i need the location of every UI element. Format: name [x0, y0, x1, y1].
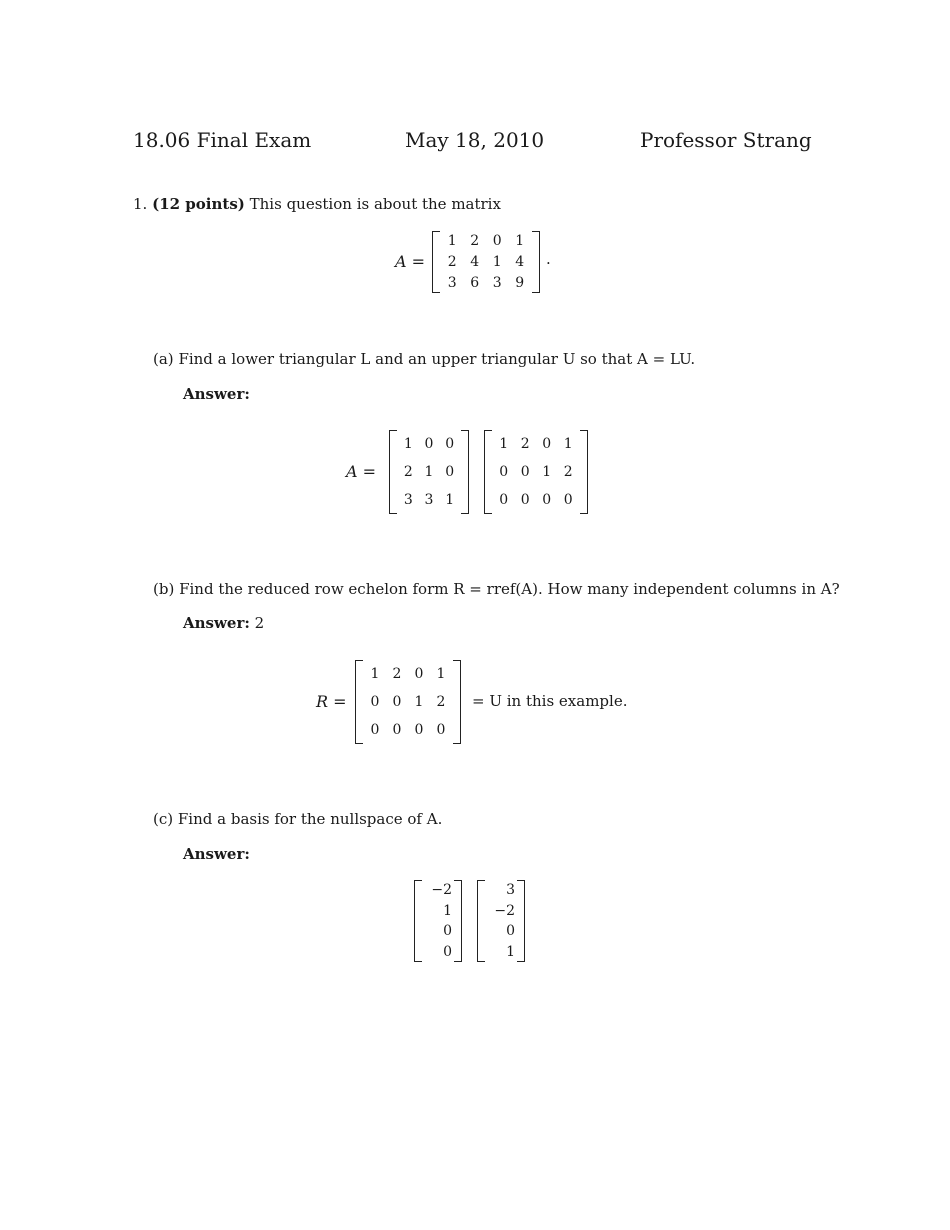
matrix-cell: 1 [499, 436, 509, 452]
part-b-text: Find the reduced row echelon form R = rref(A). How many independent columns in A? [179, 580, 840, 598]
vector-cell: 1 [443, 902, 452, 919]
matrix-cell: 2 [447, 253, 457, 270]
matrix-cell: 0 [520, 464, 530, 480]
matrix-cell: 1 [436, 666, 446, 682]
matrix-cell: 0 [436, 722, 446, 738]
matrix-cell: 1 [424, 464, 434, 480]
question-1-prompt [133, 195, 501, 213]
matrix-cell: 3 [403, 492, 413, 508]
part-a-text: Find a lower triangular L and an upper triangular U so that A = LU. [178, 350, 696, 368]
matrix-cell: 3 [447, 274, 457, 291]
course-title: 18.06 Final Exam [133, 128, 312, 152]
part-c-text: Find a basis for the nullspace of A. [177, 810, 443, 828]
matrix-cell: 0 [414, 666, 424, 682]
rref-equation-label: R = [316, 692, 347, 711]
part-c-prompt [153, 810, 442, 828]
matrix-cell: 2 [563, 464, 573, 480]
vector-cell: −2 [494, 902, 515, 919]
matrix-cell: 0 [563, 492, 573, 508]
matrix-cell: 2 [520, 436, 530, 452]
vector-cell: 0 [506, 923, 515, 940]
matrix-cell: 0 [424, 436, 434, 452]
matrix-cell: 9 [515, 274, 525, 291]
part-b-prompt [153, 580, 840, 598]
matrix-cell: 0 [499, 492, 509, 508]
matrix-cell: 1 [563, 436, 573, 452]
part-c-answer-label: Answer: [183, 845, 250, 863]
vector-cell: 0 [443, 943, 452, 960]
part-a-label: (a) [153, 350, 174, 368]
matrix-cell: 6 [470, 274, 480, 291]
vector-cell: 3 [506, 882, 515, 899]
matrix-cell: 2 [436, 694, 446, 710]
matrix-cell: 0 [445, 436, 455, 452]
professor-name: Professor Strang [640, 128, 812, 152]
matrix-cell: 3 [424, 492, 434, 508]
matrix-cell: 2 [392, 666, 402, 682]
part-b-answer-label: Answer: [183, 614, 250, 632]
matrix-cell: 0 [392, 694, 402, 710]
matrix-l [389, 430, 469, 514]
matrix-cell: 1 [370, 666, 380, 682]
vector-cell: 0 [443, 923, 452, 940]
matrix-cell: 3 [492, 274, 502, 291]
part-a-prompt [153, 350, 695, 368]
matrix-cell: 1 [403, 436, 413, 452]
question-number: 1. [133, 195, 148, 213]
matrix-cell: 0 [445, 464, 455, 480]
matrix-cell: 1 [414, 694, 424, 710]
vector-cell: −2 [431, 882, 452, 899]
question-text: This question is about the matrix [249, 195, 501, 213]
matrix-a-label: A = [395, 252, 426, 271]
part-a-answer-label: Answer: [183, 385, 250, 403]
matrix-a-period: . [546, 250, 551, 268]
matrix-cell: 1 [492, 253, 502, 270]
matrix-cell: 0 [370, 694, 380, 710]
matrix-cell: 0 [542, 436, 552, 452]
matrix-cell: 1 [515, 233, 525, 250]
part-b-answer [183, 614, 264, 632]
matrix-cell: 0 [370, 722, 380, 738]
matrix-r [355, 660, 461, 744]
matrix-u [484, 430, 588, 514]
matrix-cell: 0 [392, 722, 402, 738]
matrix-cell: 2 [470, 233, 480, 250]
matrix-cell: 0 [499, 464, 509, 480]
question-points: (12 points) [152, 195, 245, 213]
exam-date: May 18, 2010 [405, 128, 545, 152]
matrix-cell: 0 [520, 492, 530, 508]
matrix-cell: 1 [542, 464, 552, 480]
vector-cell: 1 [506, 943, 515, 960]
matrix-cell: 4 [515, 253, 525, 270]
nullspace-vector-2 [477, 880, 525, 962]
matrix-cell: 0 [542, 492, 552, 508]
part-b-answer-value: 2 [254, 614, 265, 632]
matrix-cell: 2 [403, 464, 413, 480]
lu-equation-label: A = [346, 462, 377, 481]
matrix-cell: 1 [445, 492, 455, 508]
rref-note: = U in this example. [472, 692, 628, 710]
nullspace-vector-1 [414, 880, 462, 962]
part-b-label: (b) [153, 580, 175, 598]
matrix-cell: 0 [414, 722, 424, 738]
part-c-label: (c) [153, 810, 174, 828]
matrix-a [432, 231, 540, 293]
matrix-cell: 0 [492, 233, 502, 250]
matrix-cell: 4 [470, 253, 480, 270]
matrix-cell: 1 [447, 233, 457, 250]
